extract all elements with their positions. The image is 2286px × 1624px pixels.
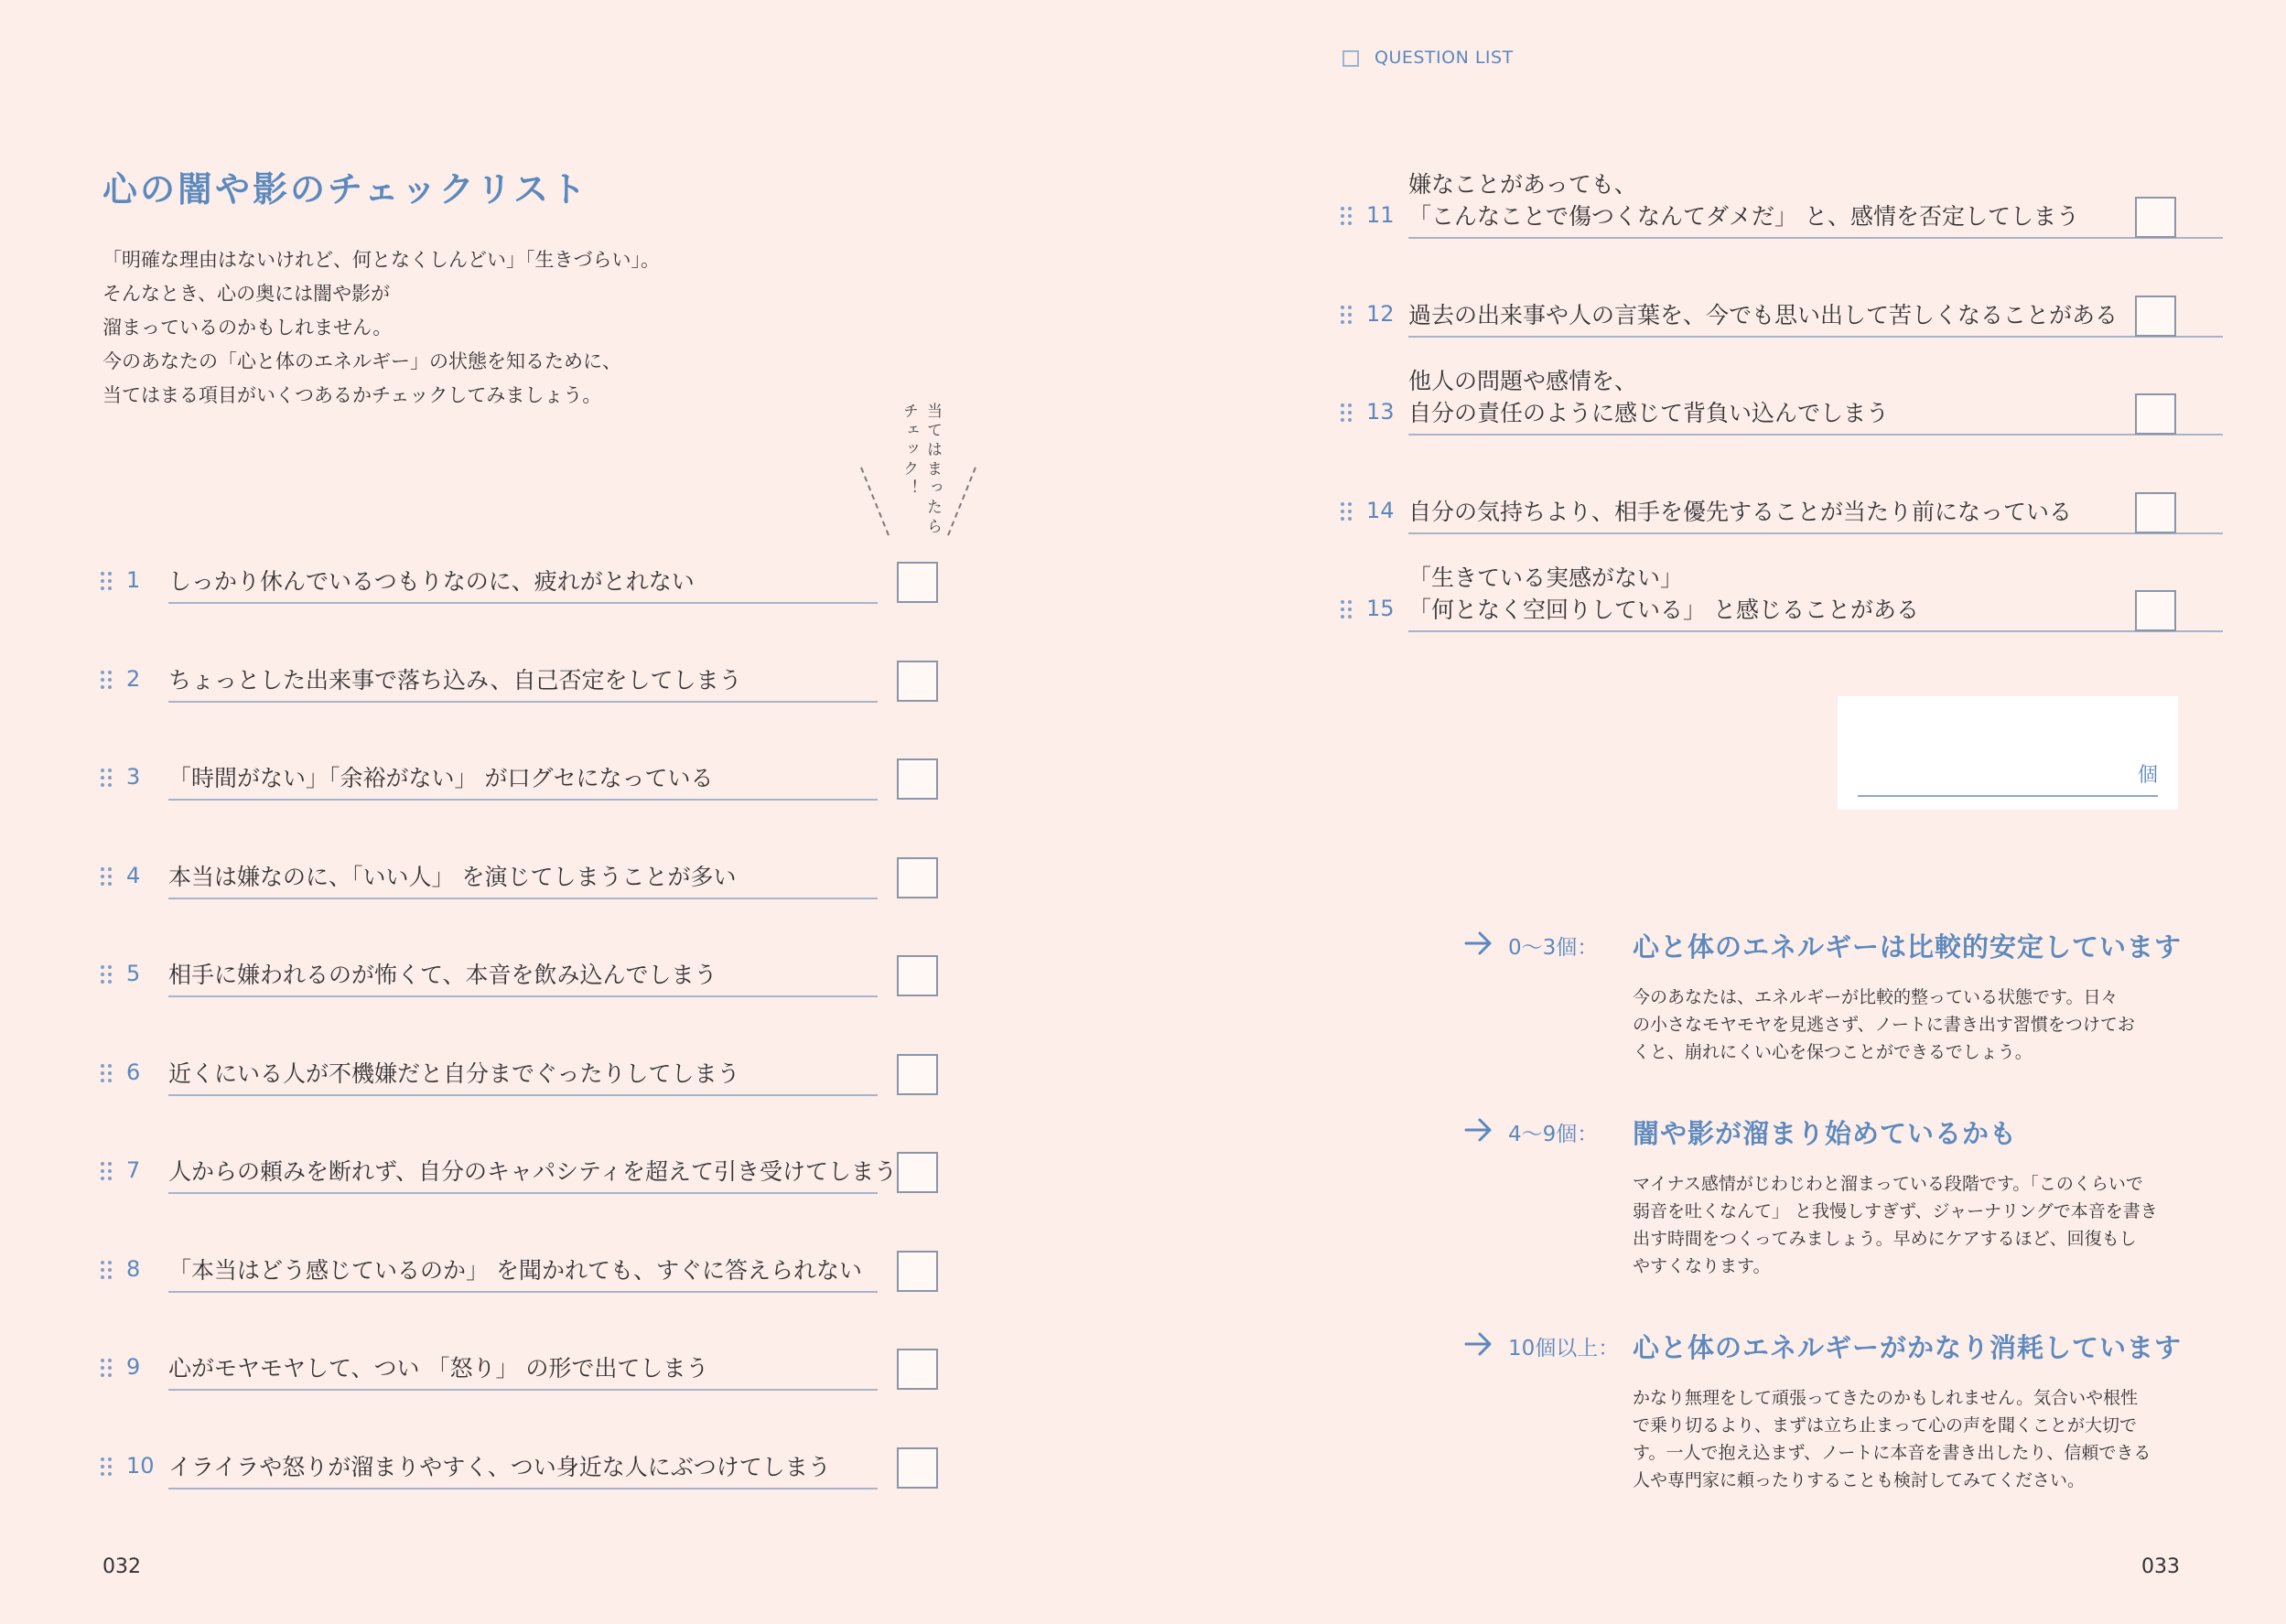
page-number-left: 032	[102, 1555, 141, 1578]
question-text: 自分の気持ちより、相手を優先することが当たり前になっている	[1408, 498, 2073, 525]
question-underline	[168, 1192, 878, 1194]
dashed-line-decoration	[947, 468, 976, 536]
question-text: 「時間がない」「余裕がない」 が口グセになっている	[168, 765, 714, 791]
drag-dots-icon	[101, 1259, 113, 1283]
question-checkbox[interactable]	[897, 1152, 938, 1193]
question-text: 相手に嫌われるのが怖くて、本音を飲み込んでしまう	[168, 962, 717, 988]
question-text: 「何となく空回りしている」 と感じることがある	[1408, 597, 1919, 623]
question-checkbox[interactable]	[2135, 492, 2176, 533]
intro-text	[102, 243, 743, 413]
drag-dots-icon	[1341, 500, 1353, 524]
result-range: 4〜9個：	[1508, 1123, 1599, 1146]
result-body-line: 出す時間をつくってみましょう。早めにケアするほど、回復もし	[1633, 1229, 2137, 1249]
question-text: 人からの頼みを断れず、自分のキャパシティを超えて引き受けてしまう	[168, 1158, 898, 1185]
drag-dots-icon	[101, 767, 113, 790]
question-checkbox[interactable]	[897, 562, 938, 603]
question-underline	[168, 1094, 878, 1096]
question-underline	[168, 1291, 878, 1293]
question-text: 本当は嫌なのに、「いい人」 を演じてしまうことが多い	[168, 863, 737, 890]
page-title: 心の闇や影のチェックリスト	[102, 169, 589, 210]
intro-line: そんなとき、心の奥には闇や影が	[102, 283, 391, 305]
question-text: 「本当はどう感じているのか」 を聞かれても、すぐに答えられない	[168, 1256, 862, 1284]
count-unit: 個	[2137, 764, 2158, 787]
question-checkbox[interactable]	[2135, 197, 2176, 238]
question-number: 11	[1366, 202, 1395, 228]
drag-dots-icon	[1341, 402, 1353, 425]
result-body-line: くと、崩れにくい心を保つことができるでしょう。	[1633, 1042, 2033, 1062]
question-number: 3	[126, 764, 141, 790]
result-body-line: やすくなります。	[1633, 1256, 1771, 1276]
dashed-line-decoration	[860, 468, 890, 536]
question-number: 7	[126, 1157, 141, 1183]
drag-dots-icon	[101, 669, 113, 693]
result-body-line: 人や専門家に頼ったりすることも検討してみてください。	[1633, 1470, 2086, 1490]
question-number: 12	[1366, 300, 1395, 327]
question-checkbox[interactable]	[897, 1447, 938, 1489]
question-checkbox[interactable]	[2135, 296, 2176, 337]
arrow-right-icon	[1462, 1328, 1495, 1361]
arrow-right-icon	[1462, 1113, 1495, 1146]
question-number: 6	[126, 1059, 141, 1085]
drag-dots-icon	[101, 866, 113, 889]
question-underline	[1408, 434, 2223, 436]
question-text: しっかり休んでいるつもりなのに、疲れがとれない	[168, 568, 695, 595]
question-text: 他人の問題や感情を、	[1408, 368, 1638, 394]
result-body-line: の小さなモヤモヤを見逃さず、ノートに書き出す習慣をつけてお	[1633, 1015, 2135, 1035]
question-checkbox[interactable]	[2135, 590, 2176, 631]
question-checkbox[interactable]	[897, 1054, 938, 1095]
question-underline	[168, 1389, 878, 1391]
result-body-line: 弱音を吐くなんて」 と我慢しすぎず、ジャーナリングで本音を書き	[1633, 1201, 2158, 1221]
question-number: 4	[126, 862, 141, 888]
question-text: 過去の出来事や人の言葉を、今でも思い出して苦しくなることがある	[1408, 301, 2119, 328]
result-body	[1633, 1170, 2182, 1280]
result-body-line: かなり無理をして頑張ってきたのかもしれません。気合いや根性	[1633, 1388, 2139, 1408]
question-checkbox[interactable]	[897, 1251, 938, 1292]
result-body	[1633, 984, 2182, 1066]
result-title: 心と体のエネルギーは比較的安定しています	[1633, 931, 2183, 963]
check-note-line: 当てはまったら	[923, 403, 942, 537]
question-underline	[1408, 532, 2223, 534]
question-text: 「こんなことで傷つくなんてダメだ」 と、感情を否定してしまう	[1408, 203, 2079, 230]
count-underline	[1858, 795, 2158, 797]
question-text: イライラや怒りが溜まりやすく、つい身近な人にぶつけてしまう	[168, 1453, 831, 1480]
question-underline	[1408, 630, 2223, 632]
question-underline	[168, 898, 878, 899]
result-body-line: マイナス感情がじわじわと溜まっている段階です。「このくらいで	[1633, 1174, 2143, 1194]
question-checkbox[interactable]	[897, 1349, 938, 1390]
question-number: 1	[126, 567, 141, 593]
question-checkbox[interactable]	[897, 857, 938, 898]
question-underline	[1408, 336, 2223, 338]
question-number: 2	[126, 665, 141, 692]
drag-dots-icon	[101, 1357, 113, 1381]
result-title: 心と体のエネルギーがかなり消耗しています	[1633, 1332, 2183, 1363]
check-note	[897, 403, 944, 540]
question-number: 8	[126, 1255, 141, 1282]
question-text: 近くにいる人が不機嫌だと自分までぐったりしてしまう	[168, 1059, 740, 1087]
drag-dots-icon	[101, 1062, 113, 1086]
count-box[interactable]	[1838, 696, 2178, 810]
question-checkbox[interactable]	[897, 661, 938, 702]
drag-dots-icon	[101, 1456, 113, 1479]
question-number: 10	[126, 1452, 155, 1479]
question-checkbox[interactable]	[897, 955, 938, 996]
question-list-checkbox-icon	[1342, 50, 1359, 67]
question-underline	[168, 602, 878, 604]
drag-dots-icon	[101, 963, 113, 987]
result-range: 10個以上：	[1508, 1337, 1620, 1361]
question-checkbox[interactable]	[897, 758, 938, 800]
question-text: 「生きている実感がない」	[1408, 565, 1684, 591]
check-note-line: チェック！	[900, 403, 918, 499]
question-list-label: QUESTION LIST	[1375, 48, 1514, 68]
result-title: 闇や影が溜まり始めているかも	[1633, 1118, 2018, 1149]
result-body-line: で乗り切るより、まずは立ち止まって心の声を聞くことが大切で	[1633, 1415, 2138, 1436]
page-number-right: 033	[2141, 1555, 2180, 1578]
question-text: ちょっとした出来事で落ち込み、自己否定をしてしまう	[168, 666, 742, 694]
question-checkbox[interactable]	[2135, 393, 2176, 435]
question-text: 嫌なことがあっても、	[1408, 171, 1637, 198]
question-number: 13	[1366, 399, 1395, 425]
intro-line: 「明確な理由はないけれど、何となくしんどい」「生きづらい」。	[102, 249, 660, 271]
question-text: 自分の責任のように感じて背負い込んでしまう	[1408, 400, 1890, 426]
question-text: 心がモヤモヤして、つい 「怒り」 の形で出てしまう	[168, 1355, 709, 1382]
result-body-line: 今のあなたは、エネルギーが比較的整っている状態です。日々	[1633, 987, 2119, 1007]
result-body	[1633, 1384, 2182, 1494]
intro-line: 当てはまる項目がいくつあるかチェックしてみましょう。	[102, 384, 602, 406]
drag-dots-icon	[1341, 598, 1353, 622]
question-underline	[168, 799, 878, 801]
question-number: 9	[126, 1354, 141, 1380]
drag-dots-icon	[101, 570, 113, 594]
intro-line: 今のあなたの「心と体のエネルギー」の状態を知るために、	[102, 350, 621, 372]
question-number: 15	[1366, 596, 1395, 621]
question-underline	[1408, 237, 2223, 239]
drag-dots-icon	[1341, 304, 1353, 328]
question-underline	[168, 995, 878, 997]
drag-dots-icon	[1341, 205, 1353, 229]
result-body-line: す。一人で抱え込まず、ノートに本音を書き出したり、信頼できる	[1633, 1443, 2151, 1463]
question-number: 5	[126, 961, 141, 986]
question-underline	[168, 701, 878, 703]
drag-dots-icon	[101, 1160, 113, 1184]
question-underline	[168, 1488, 878, 1490]
result-range: 0〜3個：	[1508, 936, 1599, 960]
intro-line: 溜まっているのかもしれません。	[102, 317, 393, 339]
question-number: 14	[1366, 497, 1395, 523]
arrow-right-icon	[1462, 927, 1495, 960]
